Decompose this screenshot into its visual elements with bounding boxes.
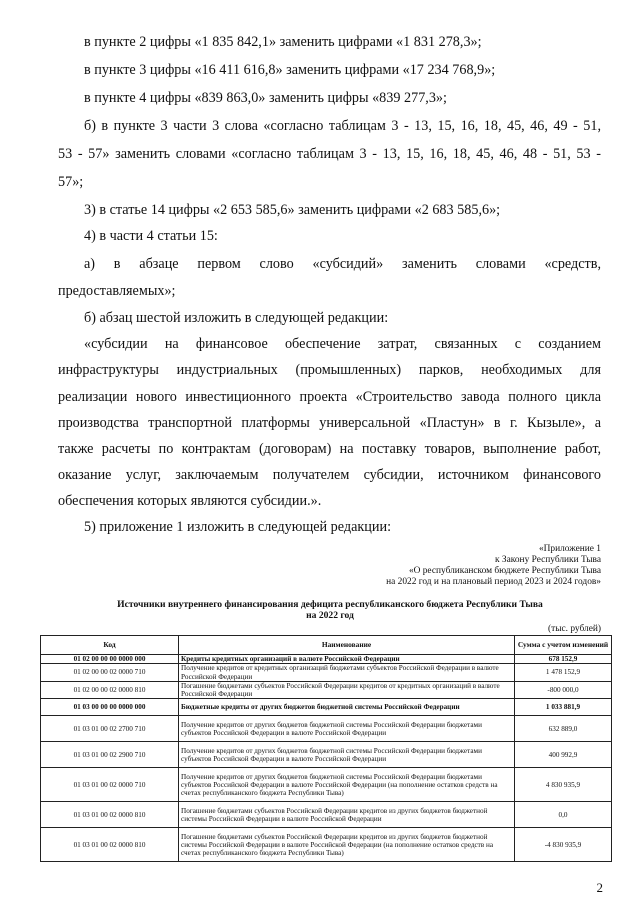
text-line: «субсидии на финансовое обеспечение затрат, связанных с созданием xyxy=(84,336,601,352)
text-line: 53 - 57» заменить словами «согласно таблицам 3 - 13, 15, 16, 18, 45, 46, 48 - 51, 53 - xyxy=(58,146,601,162)
text-line: 5) приложение 1 изложить в следующей редакции: xyxy=(84,519,392,535)
financing-table xyxy=(40,635,612,862)
row-name: Получение кредитов от кредитных организаций бюджетами субъектов Российской Федерации в валюте Российской Федерации xyxy=(179,664,515,682)
text-line: оказание услуг, заключаемым получателем субсидии, источником финансового xyxy=(58,467,601,483)
table-row xyxy=(41,681,612,699)
row-amount: 4 830 935,9 xyxy=(515,768,612,802)
text-line: в пункте 3 цифры «16 411 616,8» заменить цифрами «17 234 768,9»; xyxy=(84,62,496,78)
table-title-year: на 2022 год xyxy=(306,610,354,621)
row-code: 01 02 00 00 00 0000 000 xyxy=(41,655,179,664)
table-row xyxy=(41,664,612,682)
row-code: 01 03 00 00 00 0000 000 xyxy=(41,699,179,716)
text-line: 3) в статье 14 цифры «2 653 585,6» заменить цифрами «2 683 585,6»; xyxy=(84,202,501,218)
table-row xyxy=(41,828,612,862)
row-amount: 678 152,9 xyxy=(515,655,612,664)
row-code: 01 03 01 00 02 0000 710 xyxy=(41,768,179,802)
row-name: Получение кредитов от других бюджетов бюджетной системы Российской Федерации бюджетами субъектов Российской Федерации в валюте Российской Федерации xyxy=(179,716,515,742)
row-code: 01 02 00 00 02 0000 810 xyxy=(41,681,179,699)
appendix-heading: «О республиканском бюджете Республики Тыва xyxy=(408,566,601,576)
row-name: Получение кредитов от других бюджетов бюджетной системы Российской Федерации бюджетами субъектов Российской Федерации в валюте Российской Федерации xyxy=(179,742,515,768)
page-number: 2 xyxy=(596,880,603,895)
table-row xyxy=(41,742,612,768)
table-unit: (тыс. рублей) xyxy=(547,624,601,634)
text-line: также расчеты по контрактам (договорам) на поставку товаров, выполнение работ, xyxy=(58,441,601,457)
table-row xyxy=(41,716,612,742)
row-amount: 0,0 xyxy=(515,802,612,828)
appendix-heading: на 2022 год и на плановый период 2023 и 2024 годов» xyxy=(386,577,601,587)
row-amount: -800 000,0 xyxy=(515,681,612,699)
header-amount: Сумма с учетом изменений xyxy=(515,636,612,655)
row-amount: -4 830 935,9 xyxy=(515,828,612,862)
row-name: Погашение бюджетами субъектов Российской Федерации кредитов из других бюджетов бюджетной системы Российской Федерации в валюте Российской Федерации (на пополнение остатков средств на счетах республиканского бюджета Республики Тыва) xyxy=(179,828,515,862)
text-line: а) в абзаце первом слово «субсидий» заменить словами «средств, xyxy=(84,256,601,272)
text-line: 57»; xyxy=(58,174,84,190)
text-line: в пункте 4 цифры «839 863,0» заменить цифры «839 277,3»; xyxy=(84,90,447,106)
text-line: б) в пункте 3 части 3 слова «согласно таблицам 3 - 13, 15, 16, 18, 45, 46, 49 - 51, xyxy=(84,118,601,134)
row-name: Кредиты кредитных организаций в валюте Российской Федерации xyxy=(179,655,515,664)
row-code: 01 03 01 00 02 2700 710 xyxy=(41,716,179,742)
row-amount: 400 992,9 xyxy=(515,742,612,768)
text-line: реализации нового инвестиционного проекта «Строительство завода полного цикла xyxy=(58,389,601,405)
header-name: Наименование xyxy=(179,636,515,655)
row-amount: 1 033 881,9 xyxy=(515,699,612,716)
row-code: 01 03 01 00 02 2900 710 xyxy=(41,742,179,768)
header-code: Код xyxy=(41,636,179,655)
row-code: 01 03 01 00 02 0000 810 xyxy=(41,828,179,862)
row-name: Погашение бюджетами субъектов Российской Федерации кредитов из других бюджетов бюджетной системы Российской Федерации в валюте Российской Федерации xyxy=(179,802,515,828)
text-line: предоставляемых»; xyxy=(58,283,176,299)
row-code: 01 02 00 00 02 0000 710 xyxy=(41,664,179,682)
text-line: 4) в части 4 статьи 15: xyxy=(84,228,218,244)
table-row xyxy=(41,699,612,716)
appendix-heading: к Закону Республики Тыва xyxy=(495,555,601,565)
table-title: Источники внутреннего финансирования дефицита республиканского бюджета Республики Тыва xyxy=(117,599,543,610)
text-line: обеспечения которых являются субсидии.». xyxy=(58,493,322,509)
text-line: производства транспортной платформы универсальной «Пластун» в г. Кызыле», а xyxy=(58,415,601,431)
text-line: в пункте 2 цифры «1 835 842,1» заменить цифрами «1 831 278,3»; xyxy=(84,34,482,50)
table-row xyxy=(41,768,612,802)
row-name: Бюджетные кредиты от других бюджетов бюджетной системы Российской Федерации xyxy=(179,699,515,716)
text-line: б) абзац шестой изложить в следующей редакции: xyxy=(84,310,389,326)
row-amount: 632 889,0 xyxy=(515,716,612,742)
row-amount: 1 478 152,9 xyxy=(515,664,612,682)
table-row xyxy=(41,655,612,664)
text-line: инфраструктуры индустриальных (промышленных) парков, необходимых для xyxy=(58,362,601,378)
appendix-heading: «Приложение 1 xyxy=(538,544,601,554)
row-name: Погашение бюджетами субъектов Российской Федерации кредитов от кредитных организаций в валюте Российской Федерации xyxy=(179,681,515,699)
table-header-row xyxy=(41,636,612,655)
row-name: Получение кредитов от других бюджетов бюджетной системы Российской Федерации бюджетами субъектов Российской Федерации в валюте Российской Федерации (на пополнение остатков средств на счетах республиканского бюджета Республики Тыва) xyxy=(179,768,515,802)
table-row xyxy=(41,802,612,828)
row-code: 01 03 01 00 02 0000 810 xyxy=(41,802,179,828)
